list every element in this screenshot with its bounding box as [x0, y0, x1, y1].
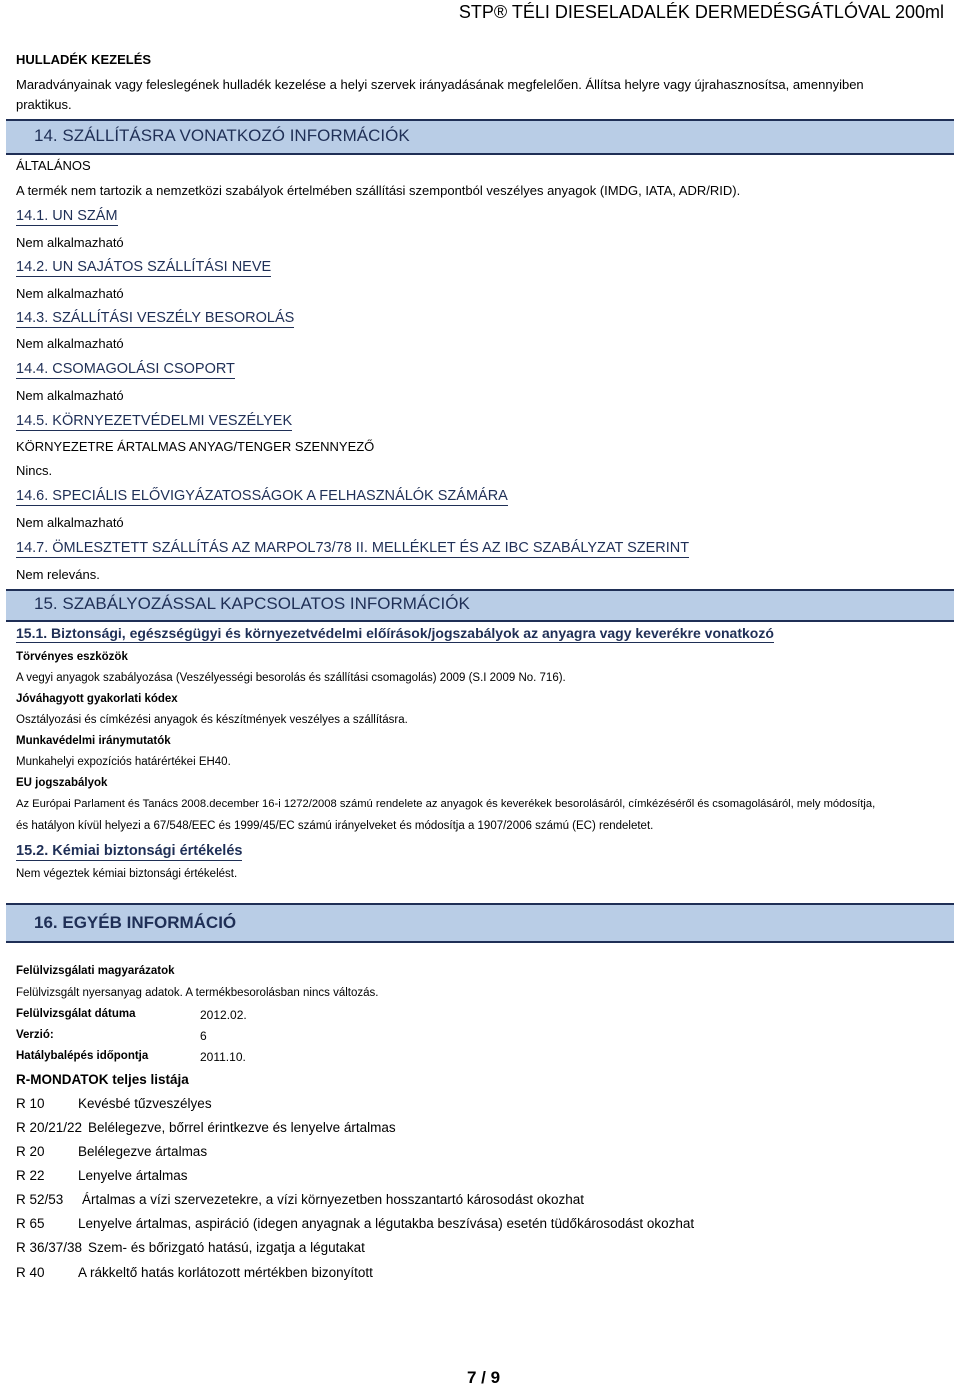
effective-date-value: 2011.10.: [200, 1050, 246, 1064]
waste-text-line2: praktikus.: [16, 97, 72, 112]
version-label: Verzió:: [16, 1029, 54, 1041]
r-phrase-code: R 22: [16, 1168, 45, 1183]
r-phrase-code: R 20: [16, 1144, 45, 1159]
general-heading: ÁLTALÁNOS: [16, 158, 91, 173]
r-phrase-text: A rákkeltő hatás korlátozott mértékben bizonyított: [78, 1265, 373, 1280]
review-date-value: 2012.02.: [200, 1008, 247, 1022]
codes-text: Osztályozási és címkézési anyagok és készítmények veszélyes a szállításra.: [16, 714, 408, 726]
r-phrase-text: Kevésbé tűzveszélyes: [78, 1096, 212, 1111]
waste-heading: HULLADÉK KEZELÉS: [16, 52, 152, 67]
r-phrase-code: R 36/37/38: [16, 1240, 83, 1255]
review-text: Felülvizsgált nyersanyag adatok. A termékbesorolásban nincs változás.: [16, 987, 379, 999]
subsection-14-2-title: 14.2. UN SAJÁTOS SZÁLLÍTÁSI NEVE: [16, 259, 272, 275]
review-date-label: Felülvizsgálat dátuma: [16, 1008, 136, 1020]
r-phrase-code: R 20/21/22: [16, 1120, 83, 1135]
r-phrase-text: Lenyelve ártalmas: [78, 1168, 188, 1183]
laws-heading: Törvényes eszközök: [16, 651, 128, 663]
subsection-15-2-text: Nem végeztek kémiai biztonsági értékelést.: [16, 868, 238, 880]
section-15-band: [6, 589, 954, 622]
r-phrase-text: Lenyelve ártalmas, aspiráció (idegen anyagnak a légutakba beszívása) esetén tüdőkárosodást okozhat: [78, 1216, 695, 1231]
subsection-14-7-text: Nem releváns.: [16, 567, 100, 582]
general-text: A termék nem tartozik a nemzetközi szabályok értelmében szállítási szempontból veszélyes anyagok (IMDG, IATA, ADR/RID).: [16, 183, 741, 198]
subsection-14-5-text: Nincs.: [16, 463, 53, 478]
subsection-15-2-title: 15.2. Kémiai biztonsági értékelés: [16, 843, 243, 859]
section-16-title: 16. EGYÉB INFORMÁCIÓ: [34, 913, 237, 932]
r-phrase-code: R 10: [16, 1096, 45, 1111]
subsection-14-1-title: 14.1. UN SZÁM: [16, 208, 118, 224]
subsection-14-4-text: Nem alkalmazható: [16, 388, 124, 403]
page-number: 7 / 9: [467, 1368, 501, 1387]
subsection-15-1-title: 15.1. Biztonsági, egészségügyi és környezetvédelmi előírások/jogszabályok az anyagra vagy keverékre vonatkozó: [16, 625, 774, 641]
effective-date-label: Hatálybalépés időpontja: [16, 1050, 149, 1062]
subsection-14-4-title: 14.4. CSOMAGOLÁSI CSOPORT: [16, 361, 235, 377]
section-16-band: [6, 903, 954, 943]
subsection-14-3-title: 14.3. SZÁLLÍTÁSI VESZÉLY BESOROLÁS: [16, 310, 295, 326]
r-phrase-text: Szem- és bőrizgató hatású, izgatja a légutakat: [88, 1240, 365, 1255]
review-heading: Felülvizsgálati magyarázatok: [16, 965, 175, 977]
r-phrase-text: Belélegezve, bőrrel érintkezve és lenyelve ártalmas: [88, 1120, 396, 1135]
document-header-title: STP® TÉLI DIESELADALÉK DERMEDÉSGÁTLÓVAL 200ml: [458, 2, 944, 22]
section-14-band: [6, 119, 954, 155]
eu-heading: EU jogszabályok: [16, 777, 108, 789]
section-14-title: 14. SZÁLLÍTÁSRA VONATKOZÓ INFORMÁCIÓK: [34, 126, 410, 145]
waste-text-line1: Maradványainak vagy feleslegének hulladék kezelése a helyi szervek irányadásának megfelelően. Állítsa helyre vagy újrahasznosítsa, amennyiben: [16, 77, 864, 92]
subsection-14-3-text: Nem alkalmazható: [16, 336, 124, 351]
subsection-14-1-text: Nem alkalmazható: [16, 235, 124, 250]
ohs-heading: Munkavédelmi iránymutatók: [16, 735, 171, 747]
section-15-title: 15. SZABÁLYOZÁSSAL KAPCSOLATOS INFORMÁCIÓK: [34, 594, 470, 613]
subsection-14-2-text: Nem alkalmazható: [16, 286, 124, 301]
r-phrase-text: Belélegezve ártalmas: [78, 1144, 208, 1159]
subsection-14-7-title: 14.7. ÖMLESZTETT SZÁLLÍTÁS AZ MARPOL73/78 II. MELLÉKLET ÉS AZ IBC SZABÁLYZAT SZERINT: [16, 540, 690, 556]
subsection-14-5-title: 14.5. KÖRNYEZETVÉDELMI VESZÉLYEK: [16, 413, 293, 429]
eu-text-line2: és hatályon kívül helyezi a 67/548/EEC és 1999/45/EC számú irányelveket és módosítja a 1907/2006 számú (EC) rendeletet.: [16, 820, 654, 832]
r-phrase-text: Ártalmas a vízi szervezetekre, a vízi környezetben hosszantartó károsodást okozhat: [82, 1192, 584, 1207]
ohs-text: Munkahelyi expozíciós határértékei EH40.: [16, 756, 231, 768]
r-phrase-code: R 40: [16, 1265, 45, 1280]
codes-heading: Jóváhagyott gyakorlati kódex: [16, 693, 178, 705]
r-phrase-code: R 65: [16, 1216, 45, 1231]
eu-text-line1: Az Európai Parlament és Tanács 2008.december 16-i 1272/2008 számú rendelete az anyagok és keverékek besorolásáról, címkézéséről és csomagolásáról, mely módosítja,: [16, 798, 876, 810]
subsection-14-6-title: 14.6. SPECIÁLIS ELŐVIGYÁZATOSSÁGOK A FELHASZNÁLÓK SZÁMÁRA: [16, 488, 508, 504]
subsection-14-6-text: Nem alkalmazható: [16, 515, 124, 530]
r-phrase-code: R 52/53: [16, 1192, 64, 1207]
laws-text: A vegyi anyagok szabályozása (Veszélyességi besorolás és szállítási csomagolás) 2009 (S.I 2009 No. 716).: [16, 672, 566, 684]
version-value: 6: [200, 1029, 207, 1043]
subsection-14-5-subheading: KÖRNYEZETRE ÁRTALMAS ANYAG/TENGER SZENNYEZŐ: [16, 439, 375, 454]
r-phrases-heading: R-MONDATOK teljes listája: [16, 1072, 189, 1087]
